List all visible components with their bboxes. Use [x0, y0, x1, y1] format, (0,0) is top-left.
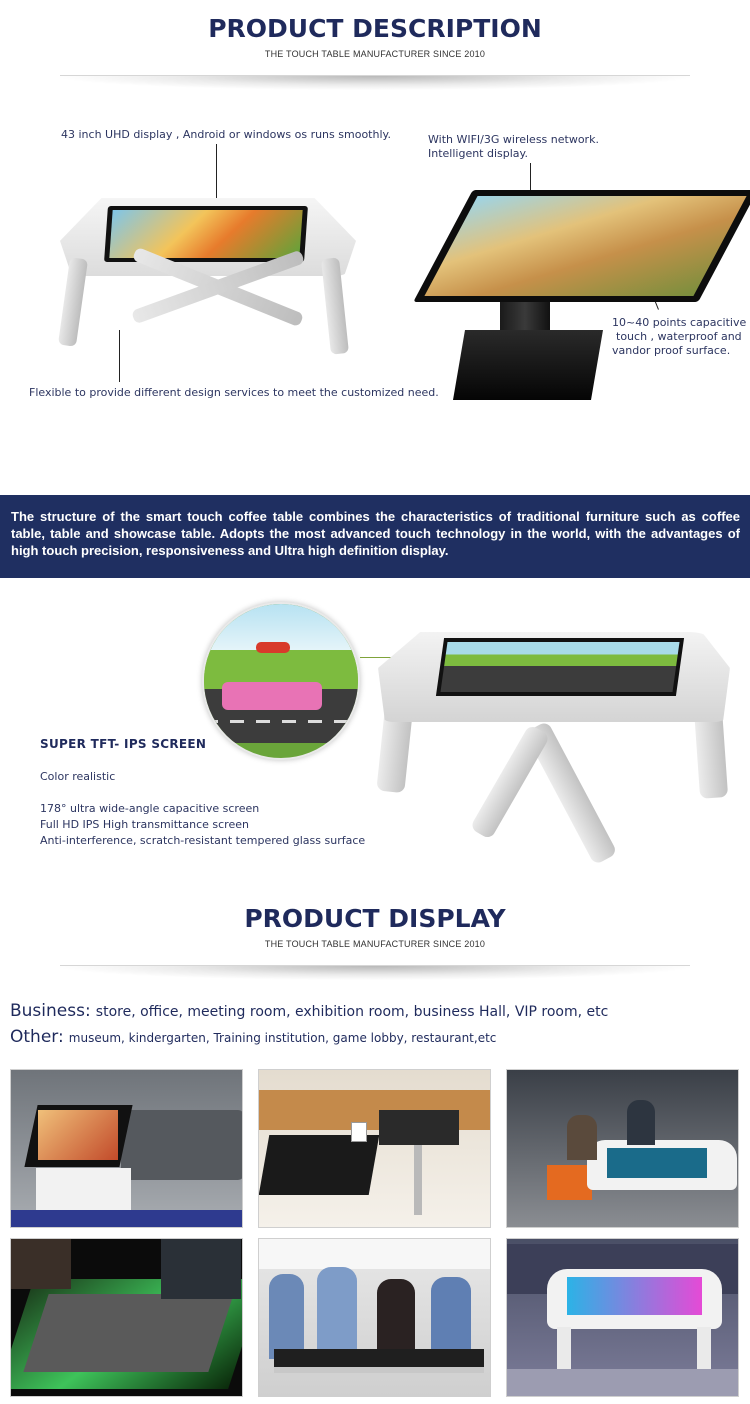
photo-exhibition: [506, 1069, 739, 1228]
photo-showroom-people: [258, 1238, 491, 1397]
photo-living-room: [10, 1069, 243, 1228]
divider-shadow: [60, 966, 690, 980]
section-subtitle: THE TOUCH TABLE MANUFACTURER SINCE 2010: [264, 49, 486, 59]
callout-wireless-1: With WIFI/3G wireless network.: [428, 133, 599, 146]
other-label: Other:: [10, 1027, 64, 1047]
section-subtitle: THE TOUCH TABLE MANUFACTURER SINCE 2010: [264, 939, 486, 949]
section-title-product-description: PRODUCT DESCRIPTION: [208, 14, 542, 43]
photo-restaurant: [258, 1069, 491, 1228]
business-text: store, office, meeting room, exhibition room, business Hall, VIP room, etc: [95, 1004, 609, 1020]
callout-touch-2: touch , waterproof and: [616, 330, 742, 343]
other-text: museum, kindergarten, Training institution, game lobby, restaurant,etc: [68, 1031, 497, 1045]
section-title-product-display: PRODUCT DISPLAY: [244, 904, 506, 933]
business-label: Business:: [10, 1001, 91, 1021]
feature-item: Color realistic: [40, 770, 116, 783]
callout-touch-1: 10~40 points capacitive: [612, 316, 747, 329]
feature-item: Full HD IPS High transmittance screen: [40, 818, 249, 831]
product-image-white-table: [58, 198, 358, 358]
callout-touch-3: vandor proof surface.: [612, 344, 731, 357]
banner-text: The structure of the smart touch coffee table combines the characteristics of traditional furniture such as coffee table, table and showcase table. Adopts the most advanced touch technology in the world, with the advantages of high touch precision, responsiveness and Ultra high definition display.: [11, 509, 740, 558]
feature-item: 178° ultra wide-angle capacitive screen: [40, 802, 260, 815]
divider-shadow: [60, 76, 690, 90]
description-banner: [0, 495, 750, 578]
product-image-large-table: [378, 622, 733, 872]
callout-display: 43 inch UHD display , Android or windows os runs smoothly.: [61, 128, 391, 141]
product-image-black-table: [395, 190, 685, 405]
feature-item: Anti-interference, scratch-resistant tempered glass surface: [40, 834, 366, 847]
other-uses: [10, 1027, 496, 1047]
business-uses: [10, 1001, 608, 1021]
photo-interactive-table: [10, 1238, 243, 1397]
screen-zoom-image: [202, 602, 360, 760]
callout-wireless-2: Intelligent display.: [428, 147, 528, 160]
callout-design: Flexible to provide different design services to meet the customized need.: [29, 386, 439, 399]
feature-title: SUPER TFT- IPS SCREEN: [40, 737, 207, 751]
photo-lit-table: [506, 1238, 739, 1397]
